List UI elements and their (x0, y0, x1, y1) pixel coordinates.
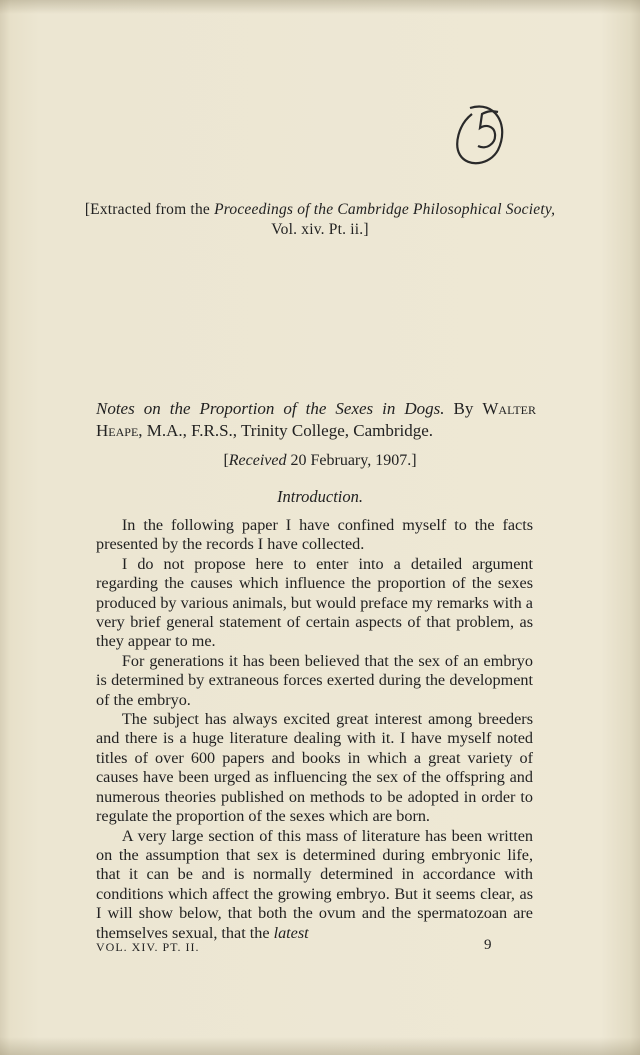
header-prefix: [Extracted from the (84, 201, 210, 218)
page-number: 9 (484, 937, 492, 953)
paragraph-italic-end: latest (273, 923, 309, 942)
header-journal: Proceedings of the Cambridge Philosophical Society, (214, 201, 556, 218)
author-prefix: By (453, 399, 474, 418)
page-bottom-shadow (0, 1037, 640, 1055)
handwritten-number-mark (450, 100, 512, 170)
paragraph (96, 827, 533, 943)
author-affiliation: , M.A., F.R.S., Trinity College, Cambridge. (138, 421, 434, 440)
footer-volume: VOL. XIV. PT. II. (96, 940, 200, 954)
header-line-1 (0, 200, 640, 220)
paragraph: The subject has always excited great interest among breeders and there is a huge literature dealing with it. I have myself noted titles of over 600 papers and books in which a great variety of causes have been urged as influencing the sex of the offspring and numerous theories published on methods to be adopted in order to regulate the proportion of the sexes which are born. (96, 710, 533, 826)
paper-title-block (96, 398, 536, 442)
paragraph: In the following paper I have confined myself to the facts presented by the records I have collected. (96, 516, 533, 554)
paragraph-text: A very large section of this mass of literature has been written on the assumption that sex is determined during embryonic life, that it can be and is normally determined in accordance with conditions which affect the growing embryo. But it seems clear, as I will show below, that both the ovum and the spermatozoan are themselves sexual, that the (96, 826, 533, 942)
header-line-2: Vol. xiv. Pt. ii.] (271, 221, 369, 238)
page-top-shadow (0, 0, 640, 14)
extract-header (0, 200, 640, 240)
received-label: Received (228, 452, 287, 469)
paragraph: For generations it has been believed that the sex of an embryo is determined by extraneous forces exerted during the development of the embryo. (96, 651, 533, 709)
paper-title: Notes on the Proportion of the Sexes in Dogs. (96, 399, 445, 418)
author-name: Walter Heape (96, 399, 536, 440)
section-heading: Introduction. (276, 487, 363, 506)
received-date (0, 452, 640, 470)
received-bracket: [ (223, 452, 229, 469)
body-text (96, 516, 533, 943)
paragraph: I do not propose here to enter into a detailed argument regarding the causes which influence the proportion of the sexes produced by various animals, but would preface my remarks with a very brief general statement of certain aspects of that problem, as they appear to me. (96, 554, 533, 651)
received-date-text: 20 February, 1907.] (290, 452, 417, 469)
